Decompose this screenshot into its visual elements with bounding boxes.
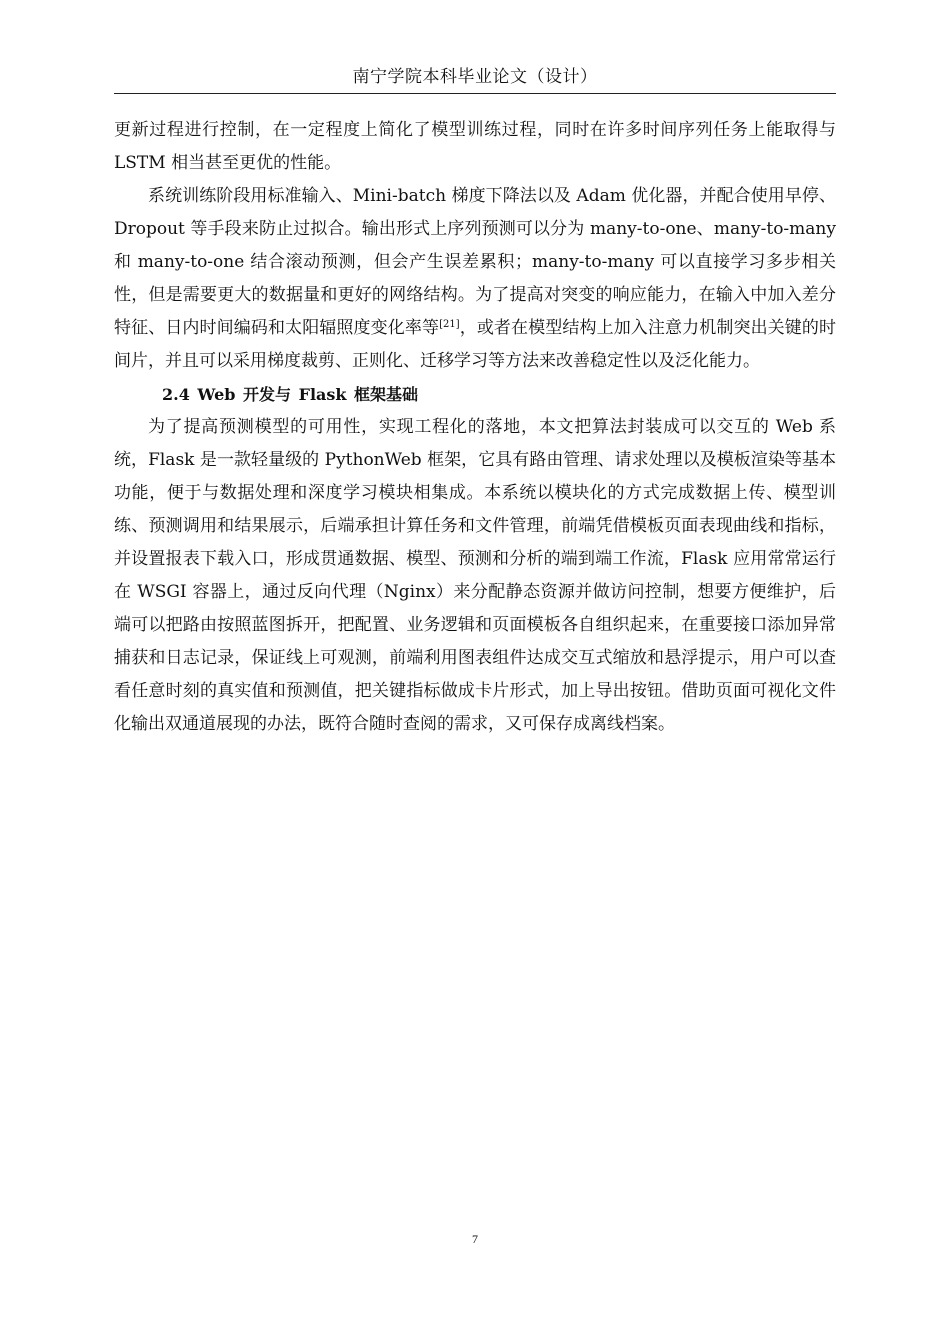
paragraph-flask: 为了提高预测模型的可用性，实现工程化的落地，本文把算法封装成可以交互的 Web 系统，Flask 是一款轻量级的 PythonWeb 框架，它具有路由管理、请求处理以及模板渲染等基本功能，便于与数据处理和深度学习模块相集成。本系统以模块化的方式完成数据上传、模型训练、预测调用和结果展示，后端承担计算任务和文件管理，前端凭借模板页面表现曲线和指标，并设置报表下载入口，形成贯通数据、模型、预测和分析的端到端工作流，Flask 应用常常运行在 WSGI 容器上，通过反向代理（Nginx）来分配静态资源并做访问控制，想要方便维护，后端可以把路由按照蓝图拆开，把配置、业务逻辑和页面模板各自组织起来，在重要接口添加异常捕获和日志记录，保证线上可观测，前端利用图表组件达成交互式缩放和悬浮提示，用户可以查看任意时刻的真实值和预测值，把关键指标做成卡片形式，加上导出按钮。借助页面可视化文件化输出双通道展现的办法，既符合随时查阅的需求，又可保存成离线档案。 — [114, 417, 836, 734]
paragraph-training — [114, 180, 836, 378]
paragraph-training-text-b: ，或者在模型结构上加入注意力机制突出关键的时间片，并且可以采用梯度裁剪、正则化、迁移学习等方法来改善稳定性以及泛化能力。 — [114, 318, 837, 371]
header-rule — [114, 93, 836, 94]
citation-marker: [21] — [439, 319, 460, 330]
section-heading: 2.4 Web 开发与 Flask 框架基础 — [162, 385, 419, 404]
paragraph-training-text-a: 系统训练阶段用标准输入、Mini-batch 梯度下降法以及 Adam 优化器，并配合使用早停、Dropout 等手段来防止过拟合。输出形式上序列预测可以分为 many-to-one、many-to-many 和 many-to-one 结合滚动预测，但会产生误差累积；many-to-many 可以直接学习多步相关性，但是需要更大的数据量和更好的网络结构。为了提高对突变的响应能力，在输入中加入差分特征、日内时间编码和太阳辐照度变化率等 — [114, 186, 836, 338]
page-header: 南宁学院本科毕业论文（设计） — [352, 67, 598, 87]
page-number: 7 — [472, 1232, 478, 1246]
paragraph-lstm-continuation: 更新过程进行控制，在一定程度上简化了模型训练过程，同时在许多时间序列任务上能取得与 LSTM 相当甚至更优的性能。 — [114, 120, 836, 173]
page-body — [114, 114, 836, 741]
